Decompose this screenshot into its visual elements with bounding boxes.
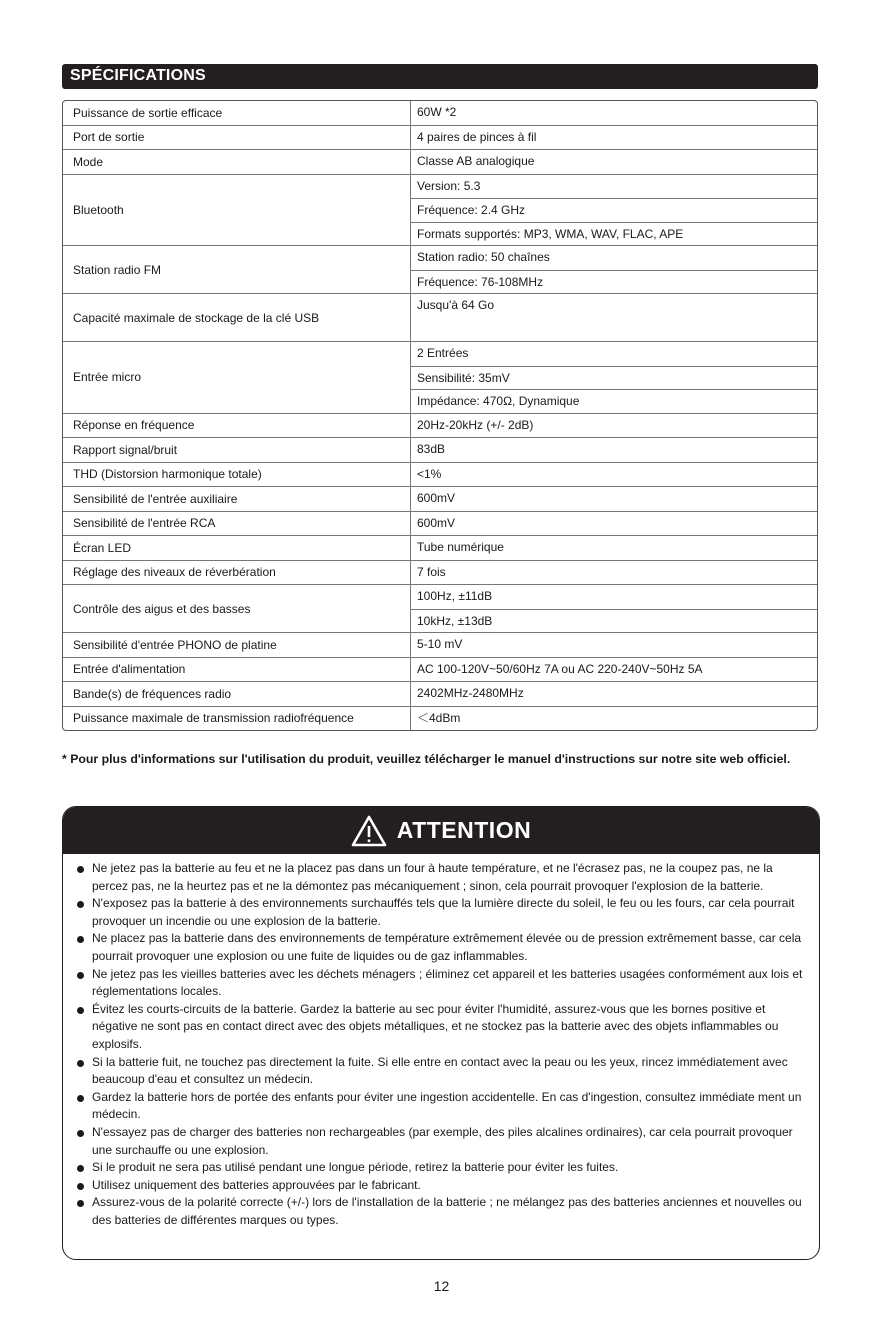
spec-label: Puissance maximale de transmission radiofréquence [63,707,411,731]
spec-values [411,101,817,125]
spec-value: 10kHz, ±13dB [411,609,817,633]
spec-row [63,657,817,682]
spec-label: Bluetooth [63,175,411,246]
bullet-icon [77,1095,84,1102]
spec-value: Station radio: 50 chaînes [417,250,550,264]
warning-triangle-icon [351,815,387,847]
bullet-icon [77,1183,84,1190]
spec-label: Mode [63,150,411,174]
spec-value: 60W *2 [417,105,457,119]
spec-value: Fréquence: 76-108MHz [411,270,817,294]
attention-item [77,1177,805,1195]
spec-row [63,486,817,511]
spec-value: Version: 5.3 [417,178,481,193]
bullet-icon [77,1130,84,1137]
attention-item-text: Ne placez pas la batterie dans des environnements de température extrêmement élevée ou de pression extrêmement basse, car cela pourrait provoquer une explosion ou une fuite de liquides ou de gaz inflammables. [92,931,802,963]
spec-values [411,126,817,150]
spec-values [411,585,817,632]
spec-value: Classe AB analogique [417,154,535,168]
spec-row [63,245,817,293]
attention-item-text: Ne jetez pas les vieilles batteries avec les déchets ménagers ; éliminez cet appareil et les batteries usagées conformément aux lois et réglementations locales. [92,966,803,999]
bullet-icon [77,901,84,908]
spec-label: Port de sortie [63,126,411,150]
spec-values [411,633,817,657]
spec-label: Sensibilité d'entrée PHONO de platine [63,633,411,657]
spec-value: 20Hz-20kHz (+/- 2dB) [417,417,534,432]
spec-values [411,294,817,341]
specifications-footnote: * Pour plus d'informations sur l'utilisation du produit, veuillez télécharger le manuel d'instructions sur notre site web officiel. [62,752,791,766]
attention-item-text: Assurez-vous de la polarité correcte (+/-) lors de l'installation de la batterie ; ne mélangez pas des batteries anciennes et nouvelles ou des batteries de différentes marques ou types. [92,1195,802,1227]
spec-label: Capacité maximale de stockage de la clé USB [63,294,411,341]
specifications-title: SPÉCIFICATIONS [70,67,206,84]
spec-label: Station radio FM [63,246,411,293]
spec-values [411,487,817,511]
attention-header [63,807,819,854]
specifications-table [62,100,818,731]
page-number: 12 [433,1278,450,1294]
spec-row [63,584,817,632]
spec-value: 600mV [417,491,456,505]
spec-label: Réponse en fréquence [63,414,411,438]
spec-values [411,682,817,706]
bullet-icon [77,1165,84,1172]
bullet-icon [77,866,84,873]
spec-row [63,681,817,706]
attention-item [77,966,805,1001]
spec-value: AC 100-120V~50/60Hz 7A ou AC 220-240V~50Hz 5A [417,661,703,676]
spec-row [63,413,817,438]
specifications-header [62,64,818,89]
attention-item [77,1159,805,1177]
spec-value: <1% [417,466,442,481]
spec-value: 5-10 mV [417,637,463,651]
spec-value: Fréquence: 2.4 GHz [411,198,817,222]
spec-label: Entrée d'alimentation [63,658,411,682]
spec-values [411,512,817,536]
attention-item-text: Évitez les courts-circuits de la batterie. Gardez la batterie au sec pour éviter l'humidité, assurez-vous que les bornes positive et négative ne sont pas en contact direct avec des objets métalliques, et ne stockez pas la batterie avec des objets inflammables ou explosifs. [92,1001,779,1051]
spec-value: Tube numérique [417,540,504,554]
spec-label: Contrôle des aigus et des basses [63,585,411,632]
spec-label: Bande(s) de fréquences radio [63,682,411,706]
attention-item-text: Gardez la batterie hors de portée des enfants pour éviter une ingestion accidentelle. En cas d'ingestion, consultez immédiate ment un médecin. [92,1089,802,1122]
spec-values [411,561,817,585]
attention-item-text: Si le produit ne sera pas utilisé pendant une longue période, retirez la batterie pour éviter les fuites. [92,1160,619,1175]
spec-value: Impédance: 470Ω, Dynamique [411,389,817,413]
spec-label: Sensibilité de l'entrée auxiliaire [63,487,411,511]
spec-value: Sensibilité: 35mV [411,366,817,390]
spec-values [411,463,817,487]
attention-item [77,1089,805,1124]
spec-value: Formats supportés: MP3, WMA, WAV, FLAC, APE [411,222,817,246]
spec-row [63,560,817,585]
bullet-icon [77,936,84,943]
spec-row [63,706,817,731]
spec-values [411,707,817,731]
spec-values [411,536,817,560]
spec-row [63,511,817,536]
spec-row [63,174,817,246]
attention-box [62,806,820,1260]
bullet-icon [77,1200,84,1207]
spec-row [63,149,817,174]
spec-row [63,535,817,560]
spec-label: Rapport signal/bruit [63,438,411,462]
spec-values [411,342,817,413]
bullet-icon [77,1060,84,1067]
attention-item-text: N'exposez pas la batterie à des environnements surchauffés tels que la lumière directe du soleil, le feu ou les fours, car cela pourrait provoquer un incendie ou une explosion de la batterie. [92,896,795,928]
spec-label: Entrée micro [63,342,411,413]
spec-value: ＜4dBm [417,710,461,725]
attention-list [63,854,819,1229]
spec-row [63,101,817,125]
spec-value: 2 Entrées [417,346,469,360]
attention-title: ATTENTION [396,817,532,843]
spec-values [411,414,817,438]
attention-item [77,930,805,965]
attention-item-text: Utilisez uniquement des batteries approuvées par le fabricant. [92,1177,421,1192]
spec-values [411,175,817,246]
bullet-icon [77,1007,84,1014]
bullet-icon [77,972,84,979]
spec-value: 600mV [417,515,456,530]
spec-label: Réglage des niveaux de réverbération [63,561,411,585]
attention-item [77,1054,805,1089]
spec-row [63,437,817,462]
spec-value: 7 fois [417,564,446,579]
spec-values [411,658,817,682]
attention-item-text: N'essayez pas de charger des batteries non rechargeables (par exemple, des piles alcalines ordinaires), car cela pourrait provoquer une surchauffe ou une explosion. [92,1124,793,1157]
attention-item [77,1001,805,1054]
attention-item-text: Si la batterie fuit, ne touchez pas directement la fuite. Si elle entre en contact avec la peau ou les yeux, rincez immédiatement avec beaucoup d'eau et consultez un médecin. [92,1054,788,1087]
attention-item [77,860,805,895]
spec-label: Écran LED [63,536,411,560]
spec-row [63,632,817,657]
attention-item [77,1124,805,1159]
spec-row [63,293,817,341]
spec-values [411,246,817,293]
spec-values [411,150,817,174]
attention-item-text: Ne jetez pas la batterie au feu et ne la placez pas dans un four à haute température, et ne l'écrasez pas, ne la coupez pas, ne la percez pas, ne la heurtez pas et ne la démontez pas mécaniquement ; sinon, cela pourrait provoquer l'explosion de la batterie. [92,861,773,893]
attention-item [77,1194,805,1229]
spec-row [63,341,817,413]
spec-value: Jusqu'à 64 Go [417,298,495,312]
spec-label: Sensibilité de l'entrée RCA [63,512,411,536]
spec-value: 4 paires de pinces à fil [417,129,537,144]
spec-label: Puissance de sortie efficace [63,101,411,125]
spec-value: 83dB [417,442,446,456]
spec-row [63,125,817,150]
spec-value: 100Hz, ±11dB [417,589,493,603]
spec-row [63,462,817,487]
spec-label: THD (Distorsion harmonique totale) [63,463,411,487]
attention-item [77,895,805,930]
spec-value: 2402MHz-2480MHz [417,686,524,700]
spec-values [411,438,817,462]
